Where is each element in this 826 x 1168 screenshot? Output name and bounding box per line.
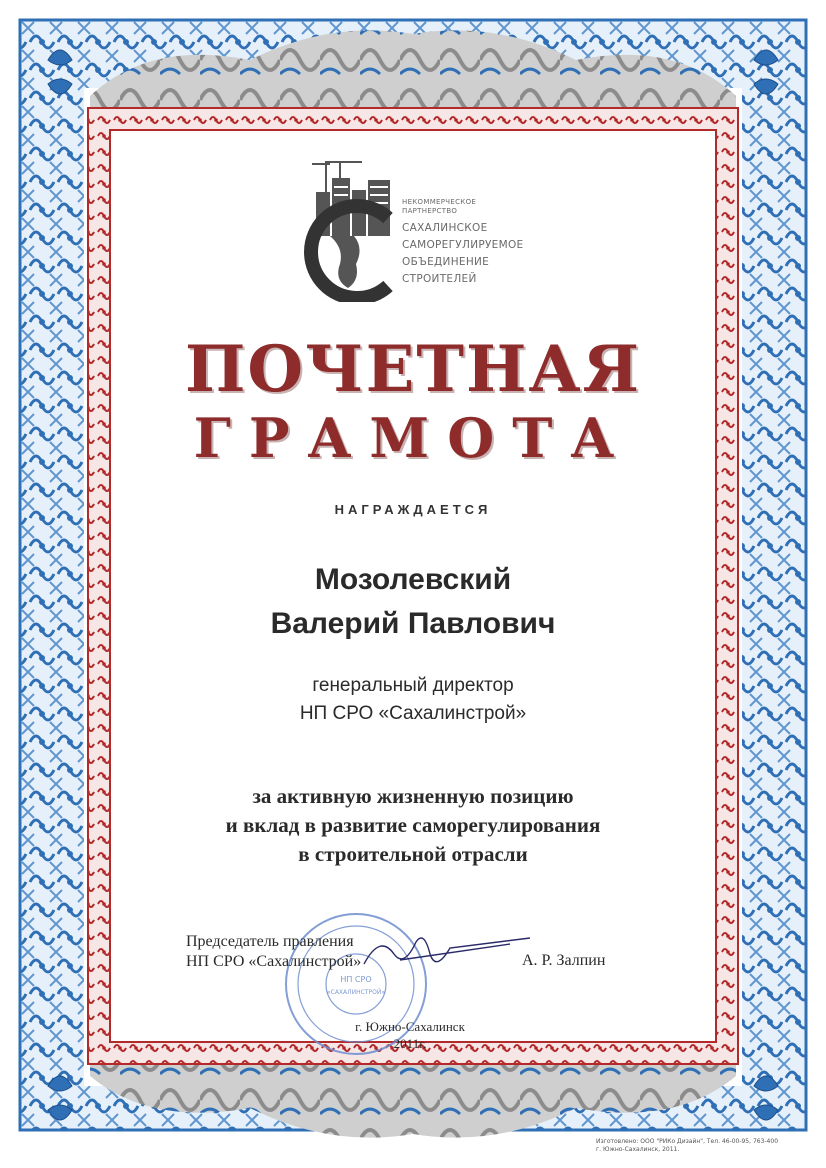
reason-line3: в строительной отрасли (298, 842, 528, 866)
recipient-given-names: Валерий Павлович (270, 607, 556, 640)
stamp-center-line1: НП СРО (340, 975, 372, 984)
place-date (340, 1018, 480, 1052)
signer-name: А. Р. Залпин (522, 952, 606, 969)
printer-note (596, 1138, 778, 1154)
signer-role-line2: НП СРО «Сахалинстрой» (186, 953, 362, 970)
org-name-line4: СТРОИТЕЛЕЙ (402, 273, 477, 285)
recipient-name (130, 558, 696, 646)
reason-line1: за активную жизненную позицию (252, 784, 574, 808)
org-name-line3: ОБЪЕДИНЕНИЕ (402, 256, 490, 268)
certificate-title-line1: ПОЧЕТНАЯ (184, 332, 642, 407)
issue-year: 2011г. (393, 1036, 427, 1051)
organization-name (402, 198, 572, 288)
org-type-line2: ПАРТНЕРСТВО (402, 207, 458, 215)
place-city: г. Южно-Сахалинск (355, 1019, 465, 1034)
organization-logo (290, 152, 402, 302)
award-reason (130, 782, 696, 869)
position-organization: НП СРО «Сахалинстрой» (299, 703, 527, 724)
signer-role-line1: Председатель правления (186, 933, 354, 950)
org-name-line2: САМОРЕГУЛИРУЕМОЕ (402, 239, 524, 251)
awarded-label: НАГРАЖДАЕТСЯ (334, 502, 492, 517)
recipient-surname: Мозолевский (314, 563, 512, 596)
stamp-center-line2: «САХАЛИНСТРОЙ» (326, 989, 386, 996)
reason-line2: и вклад в развитие саморегулирования (225, 813, 601, 837)
signer-role (186, 932, 361, 972)
org-type-line1: НЕКОММЕРЧЕСКОЕ (402, 198, 477, 206)
certificate-title-line2: ГРАМОТА (193, 406, 633, 470)
position-title: генеральный директор (312, 675, 514, 696)
printer-note-line1: Изготовлено: ООО "РИКо Дизайн", Тел. 46-00-95, 763-400 (596, 1138, 779, 1145)
recipient-position (150, 672, 676, 728)
printer-note-line2: г. Южно-Сахалинск, 2011. (596, 1146, 680, 1153)
handwritten-signature (360, 924, 540, 984)
org-name-line1: САХАЛИНСКОЕ (402, 222, 488, 234)
